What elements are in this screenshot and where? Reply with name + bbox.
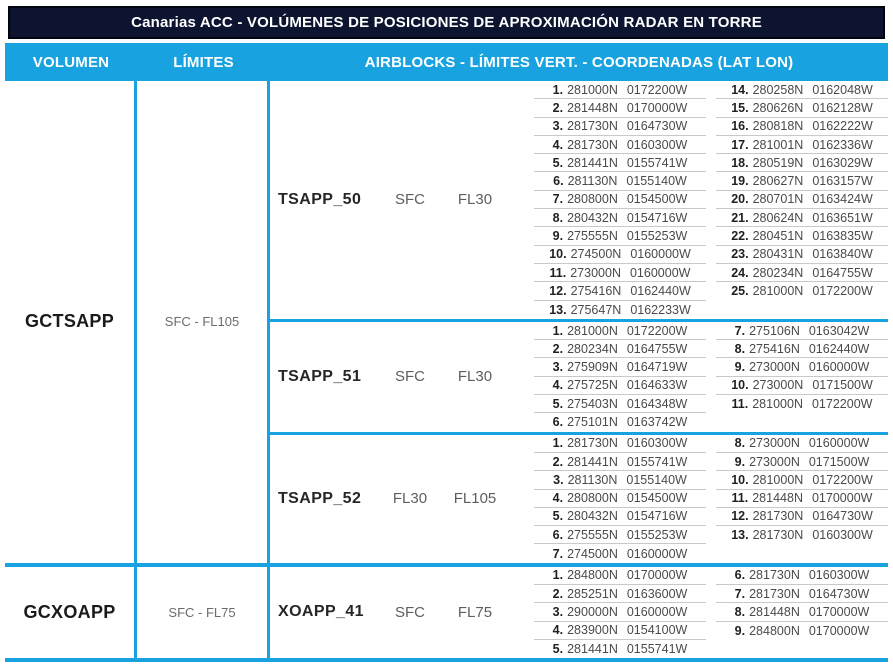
- coordinate-number: 13.: [731, 528, 749, 543]
- coordinate-longitude: 0155140W: [626, 174, 687, 189]
- coordinate-longitude: 0171500W: [812, 378, 873, 393]
- coordinate-number: 8.: [734, 341, 746, 356]
- coordinate-longitude: 0164730W: [808, 586, 870, 601]
- coordinate-latitude: 275725N: [567, 378, 618, 393]
- coordinate-column-left: [534, 567, 706, 658]
- coordinate-latitude: 281448N: [749, 604, 800, 619]
- coordinate-columns: [508, 322, 888, 432]
- airblock-row: [270, 81, 888, 322]
- coordinate-number: 24.: [731, 265, 749, 280]
- coordinate-number: 7.: [552, 546, 564, 561]
- coordinate-latitude: 275647N: [570, 302, 622, 317]
- coordinate-latitude: 280624N: [752, 210, 804, 225]
- coordinate-latitude: 281000N: [567, 82, 618, 97]
- coordinate-longitude: 0162440W: [630, 283, 691, 298]
- coordinate-longitude: 0154500W: [626, 491, 688, 506]
- coordinate-longitude: 0163029W: [812, 155, 873, 170]
- coordinate-number: 2.: [552, 100, 564, 115]
- coordinate-longitude: 0162440W: [808, 341, 870, 356]
- coordinate-latitude: 281000N: [752, 397, 803, 412]
- coordinate-longitude: 0172200W: [626, 82, 688, 97]
- coordinate-row: [534, 301, 706, 319]
- coordinate-longitude: 0162336W: [812, 137, 873, 152]
- coordinate-number: 2.: [552, 586, 564, 601]
- coordinate-longitude: 0164755W: [812, 265, 873, 280]
- airblock-upper-limit: FL75: [457, 603, 493, 621]
- coordinate-number: 8.: [734, 436, 746, 451]
- coordinate-latitude: 281730N: [749, 586, 800, 601]
- coordinate-row: [716, 471, 888, 489]
- coordinate-row: [716, 99, 888, 117]
- coordinate-number: 23.: [731, 247, 749, 262]
- volume-name: GCTSAPP: [5, 81, 137, 563]
- coordinate-column-left: [534, 81, 706, 319]
- airblock-lower-limit: SFC: [395, 603, 425, 621]
- coordinate-row: [534, 172, 706, 190]
- coordinate-latitude: 274500N: [567, 546, 618, 561]
- coordinate-number: 10.: [731, 378, 749, 393]
- coordinate-longitude: 0155253W: [626, 229, 688, 244]
- coordinate-longitude: 0160000W: [630, 247, 691, 262]
- coordinate-longitude: 0162128W: [812, 100, 873, 115]
- coordinate-longitude: 0162222W: [812, 119, 873, 134]
- coordinate-latitude: 281000N: [567, 323, 618, 338]
- coordinate-number: 11.: [549, 265, 567, 280]
- coordinate-row: [716, 490, 888, 508]
- coordinate-latitude: 283900N: [567, 623, 618, 638]
- coordinate-longitude: 0172200W: [812, 472, 873, 487]
- coordinate-row: [534, 81, 706, 99]
- coordinate-longitude: 0154716W: [626, 509, 688, 524]
- coordinate-row: [716, 282, 888, 300]
- coordinate-number: 8.: [734, 604, 746, 619]
- coordinate-latitude: 280451N: [752, 229, 804, 244]
- coordinate-longitude: 0154100W: [626, 623, 688, 638]
- coordinate-latitude: 281441N: [567, 155, 618, 170]
- volume-limits: SFC - FL75: [137, 567, 270, 658]
- coordinate-longitude: 0164719W: [626, 360, 688, 375]
- coordinate-number: 3.: [552, 604, 564, 619]
- column-header-row: [5, 43, 888, 81]
- coordinate-number: 7.: [734, 586, 746, 601]
- coordinate-row: [716, 508, 888, 526]
- coordinate-latitude: 280432N: [567, 210, 618, 225]
- coordinate-latitude: 273000N: [749, 454, 800, 469]
- coordinate-longitude: 0170000W: [626, 100, 688, 115]
- coordinate-row: [716, 622, 888, 640]
- coordinate-latitude: 280800N: [567, 491, 618, 506]
- airblock-lower-limit: FL30: [392, 490, 428, 508]
- coordinate-row: [716, 264, 888, 282]
- coordinate-number: 8.: [552, 210, 564, 225]
- coordinate-latitude: 281730N: [567, 137, 618, 152]
- coordinate-row: [534, 282, 706, 300]
- coordinate-row: [534, 136, 706, 154]
- column-header-airblocks: AIRBLOCKS - LÍMITES VERT. - COORDENADAS (LAT LON): [364, 53, 794, 71]
- coordinate-row: [716, 340, 888, 358]
- coordinate-row: [534, 490, 706, 508]
- coordinate-longitude: 0155741W: [626, 155, 688, 170]
- coordinate-latitude: 285251N: [567, 586, 618, 601]
- coordinate-row: [534, 508, 706, 526]
- coordinate-longitude: 0170000W: [811, 491, 873, 506]
- coordinate-latitude: 280234N: [567, 341, 618, 356]
- coordinate-row: [716, 191, 888, 209]
- coordinate-longitude: 0160000W: [808, 360, 870, 375]
- coordinate-longitude: 0164348W: [626, 396, 688, 411]
- coordinate-latitude: 275416N: [749, 341, 800, 356]
- coordinate-longitude: 0160300W: [808, 568, 870, 583]
- coordinate-row: [716, 172, 888, 190]
- coordinate-number: 10.: [731, 472, 749, 487]
- coordinate-longitude: 0163835W: [812, 229, 873, 244]
- coordinate-latitude: 280626N: [752, 100, 804, 115]
- coordinate-number: 10.: [549, 247, 567, 262]
- airblock-upper-limit: FL105: [453, 490, 497, 508]
- coordinate-row: [534, 99, 706, 117]
- coordinate-row: [716, 377, 888, 395]
- coordinate-latitude: 281130N: [567, 472, 618, 487]
- coordinate-number: 12.: [731, 509, 749, 524]
- coordinate-latitude: 280818N: [752, 119, 804, 134]
- coordinate-latitude: 275555N: [567, 527, 618, 542]
- coordinate-row: [534, 453, 706, 471]
- coordinate-number: 1.: [552, 568, 564, 583]
- coordinate-latitude: 275555N: [567, 229, 618, 244]
- coordinate-longitude: 0160000W: [626, 546, 688, 561]
- coordinate-longitude: 0164730W: [626, 119, 688, 134]
- airblock-lower-limit: SFC: [395, 368, 425, 386]
- coordinate-longitude: 0172200W: [626, 323, 688, 338]
- coordinate-latitude: 275403N: [567, 396, 618, 411]
- table-title: Canarias ACC - VOLÚMENES DE POSICIONES DE APROXIMACIÓN RADAR EN TORRE: [131, 14, 762, 31]
- airblock-row: [270, 322, 888, 435]
- table-title-bar: [8, 6, 885, 39]
- coordinate-row: [534, 603, 706, 621]
- coordinate-latitude: 274500N: [570, 247, 622, 262]
- coordinate-row: [716, 136, 888, 154]
- coordinate-number: 4.: [552, 137, 564, 152]
- coordinate-number: 4.: [552, 623, 564, 638]
- coordinate-row: [534, 227, 706, 245]
- coordinate-row: [534, 118, 706, 136]
- coordinate-number: 7.: [734, 323, 746, 338]
- coordinate-row: [534, 358, 706, 376]
- coordinate-latitude: 281730N: [567, 436, 618, 451]
- coordinate-number: 4.: [552, 491, 564, 506]
- coordinate-row: [716, 81, 888, 99]
- coordinate-longitude: 0160000W: [626, 604, 688, 619]
- coordinate-longitude: 0163600W: [626, 586, 688, 601]
- coordinate-latitude: 280519N: [752, 155, 804, 170]
- coordinate-number: 17.: [731, 137, 749, 152]
- coordinate-latitude: 280701N: [752, 192, 804, 207]
- coordinate-columns: [508, 435, 888, 563]
- coordinate-longitude: 0163742W: [626, 415, 688, 430]
- coordinate-longitude: 0164730W: [812, 509, 873, 524]
- coordinate-longitude: 0170000W: [808, 604, 870, 619]
- coordinate-row: [534, 322, 706, 340]
- coordinate-longitude: 0160000W: [629, 265, 691, 280]
- coordinate-row: [534, 209, 706, 227]
- coordinate-number: 21.: [731, 210, 749, 225]
- coordinate-row: [716, 322, 888, 340]
- airblock-upper-limit: FL30: [457, 368, 493, 386]
- coordinate-latitude: 281441N: [567, 642, 618, 657]
- coordinate-row: [534, 544, 706, 562]
- volume-limits: SFC - FL105: [137, 81, 270, 563]
- coordinate-longitude: 0154500W: [626, 192, 688, 207]
- coordinate-number: 5.: [552, 642, 564, 657]
- coordinate-number: 19.: [731, 174, 749, 189]
- coordinate-latitude: 281730N: [752, 528, 804, 543]
- coordinate-number: 1.: [552, 436, 564, 451]
- coordinate-number: 3.: [552, 119, 564, 134]
- coordinate-row: [534, 435, 706, 453]
- coordinate-number: 6.: [734, 568, 746, 583]
- coordinate-number: 5.: [552, 155, 564, 170]
- coordinate-longitude: 0155741W: [626, 642, 688, 657]
- coordinate-row: [534, 264, 706, 282]
- coordinate-row: [534, 154, 706, 172]
- coordinate-longitude: 0163042W: [808, 323, 870, 338]
- airblock-upper-limit: FL30: [457, 191, 493, 209]
- coordinate-column-right: [716, 322, 888, 432]
- coordinate-longitude: 0160300W: [626, 436, 688, 451]
- coordinate-row: [716, 526, 888, 544]
- coordinate-row: [716, 209, 888, 227]
- coordinate-row: [716, 585, 888, 603]
- coordinate-row: [534, 622, 706, 640]
- coordinate-latitude: 281000N: [752, 472, 804, 487]
- coordinate-number: 6.: [552, 527, 564, 542]
- coordinate-number: 5.: [552, 396, 564, 411]
- coordinate-number: 15.: [731, 100, 749, 115]
- coordinate-number: 11.: [731, 397, 749, 412]
- coordinate-latitude: 281730N: [749, 568, 800, 583]
- coordinate-latitude: 284800N: [749, 623, 800, 638]
- column-header-limites: LÍMITES: [173, 53, 234, 71]
- airblock-list: [270, 567, 888, 658]
- coordinate-row: [716, 603, 888, 621]
- airblock-list: [270, 81, 888, 563]
- coordinate-number: 25.: [731, 284, 749, 299]
- coordinate-latitude: 273000N: [749, 360, 800, 375]
- coordinate-column-left: [534, 435, 706, 563]
- coordinate-latitude: 281001N: [752, 137, 804, 152]
- airblock-lower-limit: SFC: [395, 191, 425, 209]
- coordinate-row: [534, 246, 706, 264]
- coordinate-latitude: 273000N: [570, 265, 621, 280]
- coordinate-latitude: 281448N: [752, 491, 803, 506]
- coordinate-number: 4.: [552, 378, 564, 393]
- coordinate-latitude: 275416N: [570, 283, 622, 298]
- coordinate-longitude: 0164755W: [626, 341, 688, 356]
- coordinate-number: 2.: [552, 341, 564, 356]
- coordinate-longitude: 0170000W: [808, 623, 870, 638]
- volume-row: [5, 81, 888, 567]
- coordinate-latitude: 280234N: [752, 265, 804, 280]
- airblock-name: TSAPP_51: [278, 367, 362, 385]
- airblock-name: TSAPP_52: [278, 489, 362, 507]
- coordinate-latitude: 273000N: [752, 378, 804, 393]
- coordinate-number: 1.: [552, 82, 564, 97]
- airblock-name: XOAPP_41: [278, 603, 364, 621]
- coordinate-latitude: 284800N: [567, 568, 618, 583]
- coordinate-row: [534, 526, 706, 544]
- coordinate-longitude: 0172200W: [812, 284, 873, 299]
- coordinate-longitude: 0160300W: [812, 528, 873, 543]
- column-header-volumen: VOLUMEN: [32, 53, 110, 71]
- coordinate-column-right: [716, 435, 888, 563]
- coordinate-latitude: 281448N: [567, 100, 618, 115]
- coordinate-latitude: 280258N: [752, 82, 804, 97]
- coordinate-latitude: 290000N: [567, 604, 618, 619]
- airblock-row: [270, 435, 888, 563]
- coordinate-number: 3.: [553, 472, 564, 487]
- coordinate-row: [716, 246, 888, 264]
- coordinate-longitude: 0162048W: [812, 82, 873, 97]
- coordinate-column-left: [534, 322, 706, 432]
- coordinate-longitude: 0163157W: [812, 174, 873, 189]
- coordinate-longitude: 0163651W: [812, 210, 873, 225]
- coordinate-number: 1.: [552, 323, 564, 338]
- coordinate-column-right: [716, 567, 888, 658]
- coordinate-row: [716, 395, 888, 413]
- coordinate-row: [534, 640, 706, 658]
- coordinate-latitude: 281730N: [567, 119, 618, 134]
- coordinate-row: [716, 154, 888, 172]
- coordinate-number: 6.: [553, 174, 564, 189]
- coordinate-longitude: 0155253W: [626, 527, 688, 542]
- coordinate-longitude: 0171500W: [808, 454, 870, 469]
- coordinate-number: 9.: [552, 229, 564, 244]
- coordinate-number: 18.: [731, 155, 749, 170]
- coordinate-latitude: 281730N: [752, 509, 804, 524]
- coordinate-number: 9.: [734, 623, 746, 638]
- coordinate-row: [716, 118, 888, 136]
- volume-rows: [5, 81, 888, 662]
- coordinate-latitude: 280800N: [567, 192, 618, 207]
- coordinate-latitude: 280431N: [752, 247, 804, 262]
- coordinate-row: [534, 377, 706, 395]
- coordinate-longitude: 0154716W: [626, 210, 688, 225]
- coordinate-row: [716, 435, 888, 453]
- coordinate-latitude: 281130N: [567, 174, 618, 189]
- coordinate-row: [534, 395, 706, 413]
- coordinate-row: [716, 227, 888, 245]
- coordinate-row: [716, 453, 888, 471]
- coordinate-number: 13.: [549, 302, 567, 317]
- coordinate-number: 9.: [734, 454, 746, 469]
- coordinate-columns: [508, 81, 888, 319]
- coordinate-number: 22.: [731, 229, 749, 244]
- coordinate-longitude: 0162233W: [630, 302, 691, 317]
- coordinate-number: 3.: [552, 360, 564, 375]
- coordinate-number: 9.: [734, 360, 746, 375]
- coordinate-number: 12.: [549, 283, 567, 298]
- coordinate-longitude: 0155140W: [626, 472, 687, 487]
- coordinate-number: 16.: [731, 119, 749, 134]
- coordinate-longitude: 0163424W: [812, 192, 873, 207]
- coordinate-latitude: 281000N: [752, 284, 804, 299]
- coordinate-row: [534, 585, 706, 603]
- coordinate-longitude: 0172200W: [811, 397, 873, 412]
- coordinate-latitude: 273000N: [749, 436, 800, 451]
- volume-row: [5, 567, 888, 662]
- coordinate-row: [716, 358, 888, 376]
- coordinate-row: [534, 471, 706, 489]
- coordinate-row: [534, 567, 706, 585]
- coordinate-column-right: [716, 81, 888, 319]
- volume-name: GCXOAPP: [5, 567, 137, 658]
- coordinate-longitude: 0170000W: [626, 568, 688, 583]
- coordinate-number: 14.: [731, 82, 749, 97]
- airblock-row: [270, 567, 888, 658]
- coordinate-row: [534, 191, 706, 209]
- coordinate-row: [534, 413, 706, 431]
- coordinate-number: 7.: [552, 192, 564, 207]
- coordinate-number: 5.: [552, 509, 564, 524]
- coordinate-longitude: 0155741W: [626, 454, 688, 469]
- coordinate-latitude: 275909N: [567, 360, 618, 375]
- coordinate-longitude: 0160300W: [626, 137, 688, 152]
- coordinate-number: 11.: [731, 491, 749, 506]
- coordinate-latitude: 280627N: [752, 174, 804, 189]
- coordinate-number: 2.: [552, 454, 564, 469]
- coordinate-latitude: 281441N: [567, 454, 618, 469]
- airblock-name: TSAPP_50: [278, 190, 362, 208]
- coordinate-latitude: 275101N: [567, 415, 618, 430]
- coordinate-row: [534, 340, 706, 358]
- coordinate-latitude: 280432N: [567, 509, 618, 524]
- coordinate-longitude: 0163840W: [812, 247, 873, 262]
- coordinate-row: [716, 567, 888, 585]
- coordinate-longitude: 0164633W: [626, 378, 688, 393]
- coordinate-number: 6.: [552, 415, 564, 430]
- coordinate-columns: [508, 567, 888, 658]
- coordinate-latitude: 275106N: [749, 323, 800, 338]
- coordinate-number: 20.: [731, 192, 749, 207]
- coordinate-longitude: 0160000W: [808, 436, 870, 451]
